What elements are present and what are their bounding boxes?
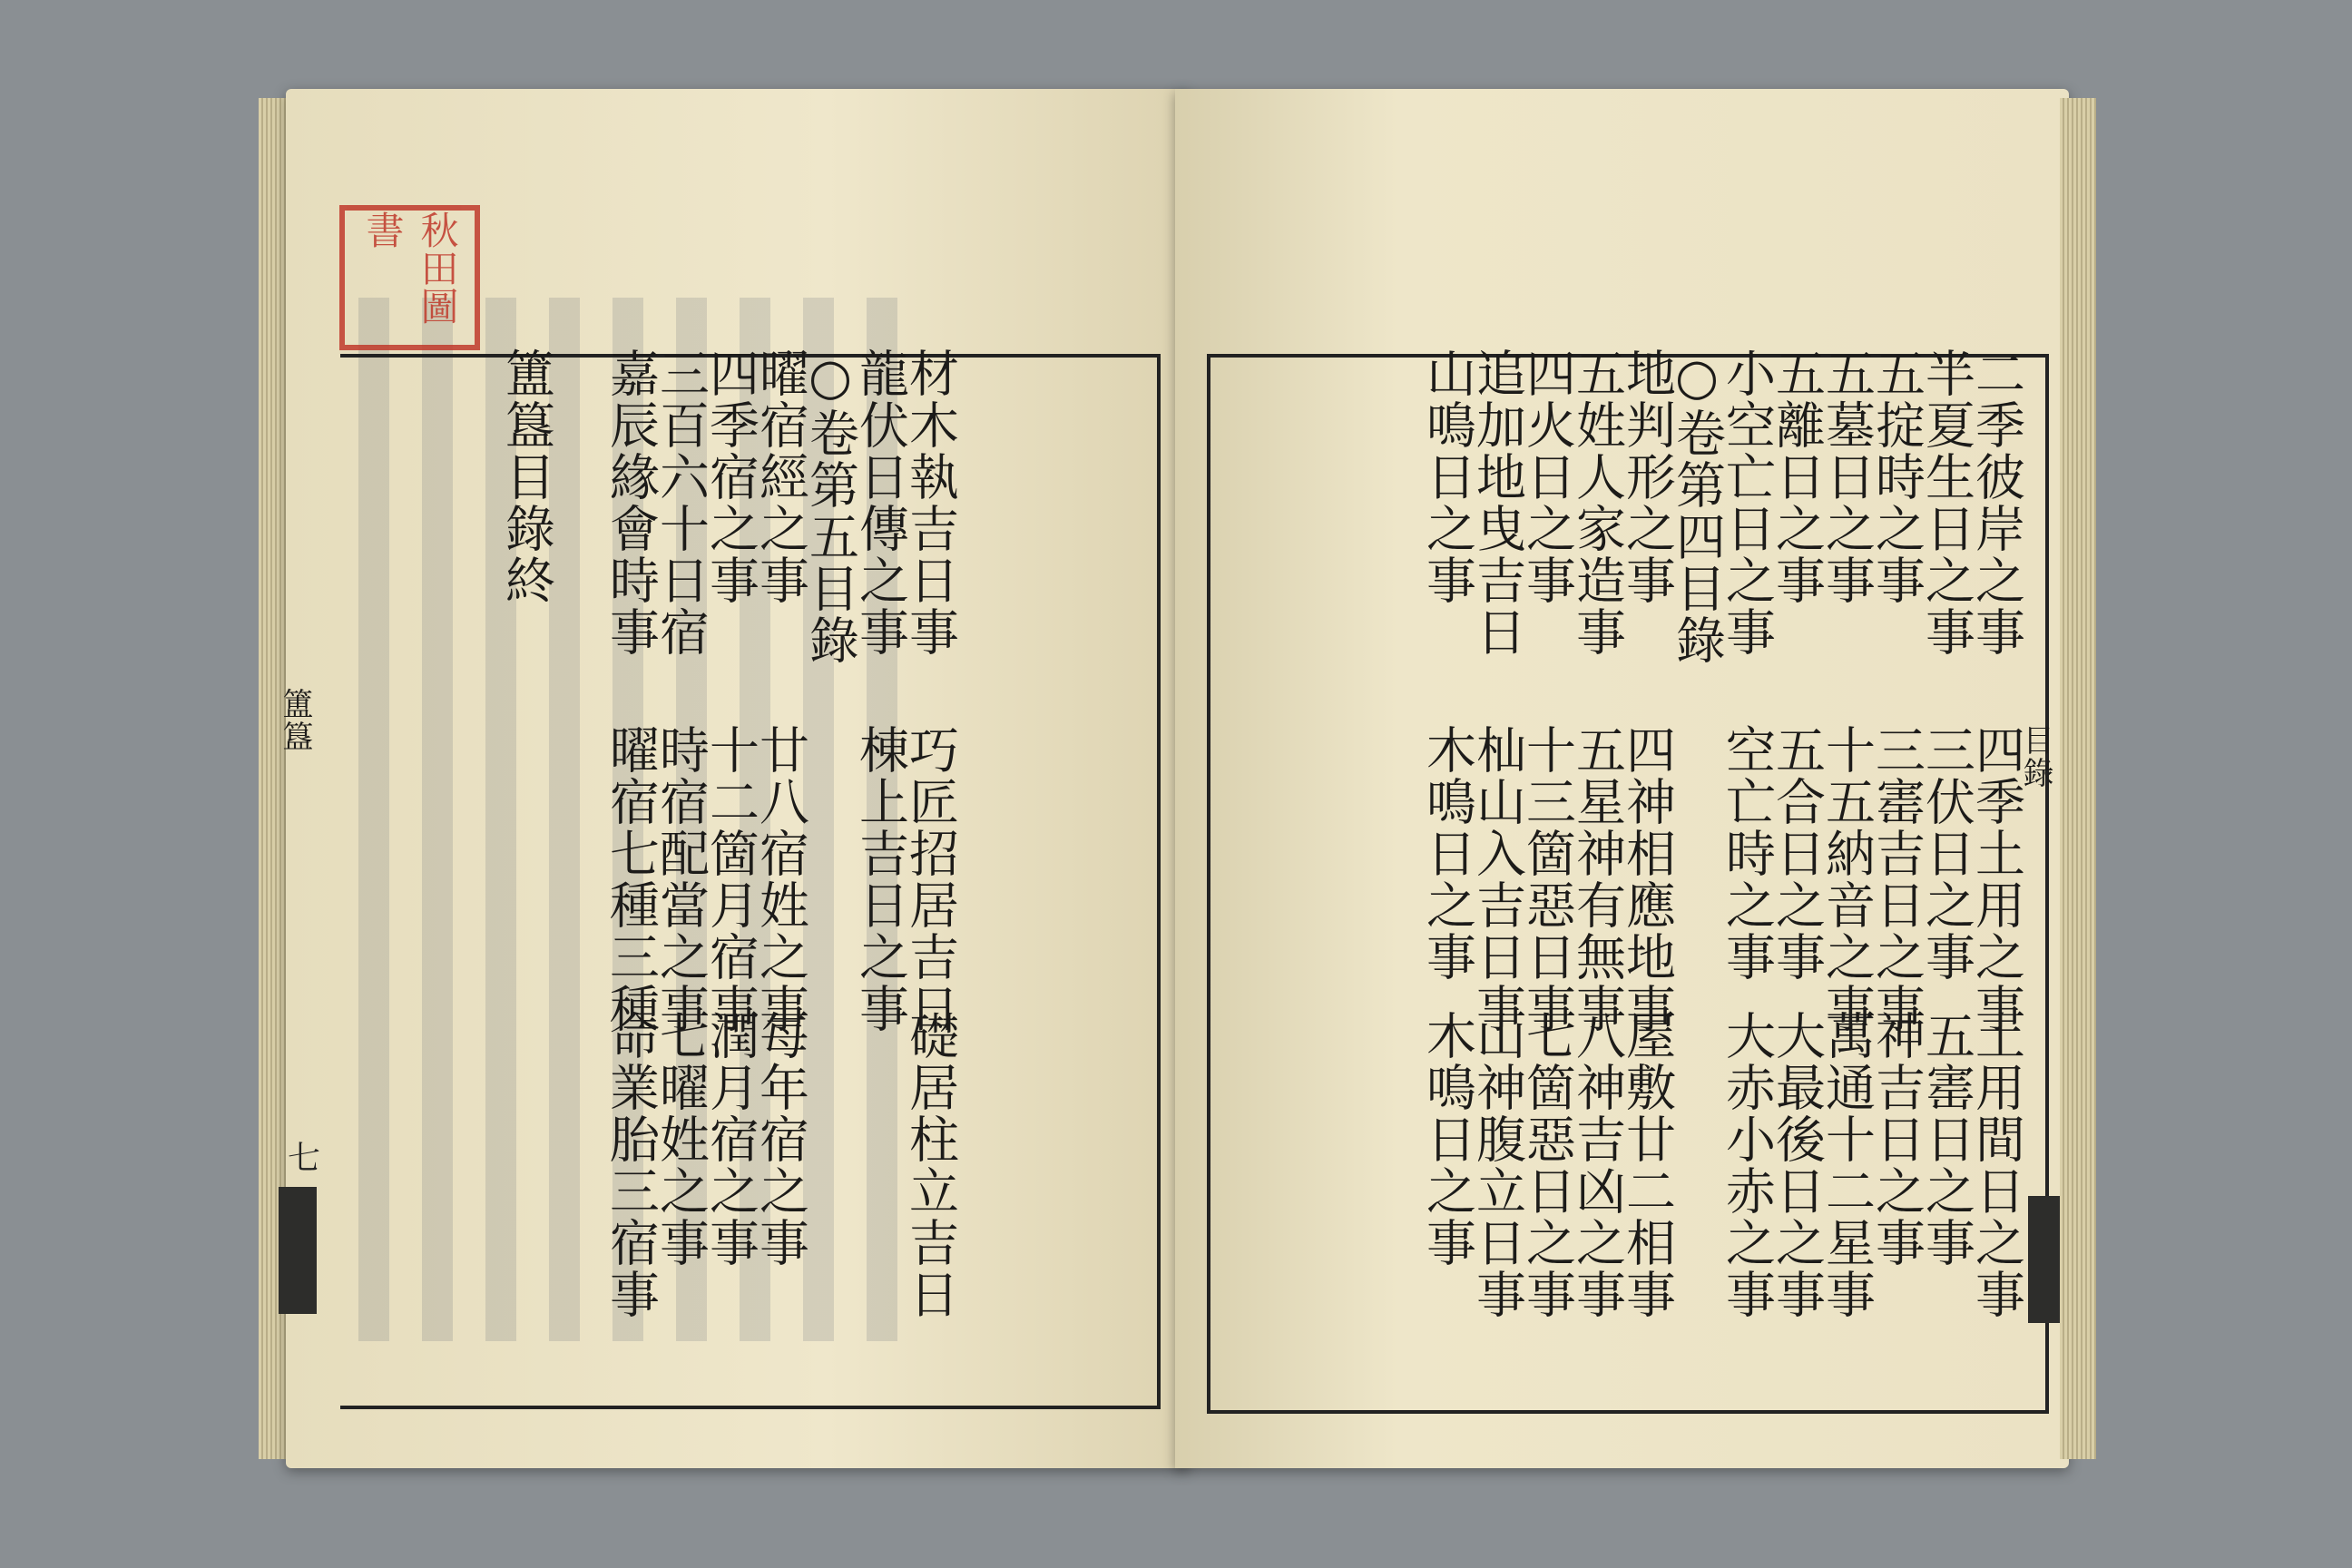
open-book: [259, 89, 2096, 1486]
text-column-4-bottom: 每年宿之事: [751, 1010, 809, 1269]
text-column-4-top: 曜宿經之事: [751, 348, 809, 606]
text-column-6-mid: 空亡時之事: [1718, 724, 1776, 983]
text-column-11-top: 追加地曳吉日: [1468, 348, 1526, 658]
text-column-5-top: 五離日之事: [1768, 348, 1826, 606]
text-column-1-mid: 四季土用之事: [1967, 724, 2025, 1034]
text-column-7-top: ○卷第四目錄: [1668, 348, 1726, 666]
text-column-10-bottom: 七箇惡日之事: [1518, 1010, 1576, 1320]
text-column-9-top: 簠簋目錄終: [497, 348, 555, 606]
page-number: 七: [288, 1140, 321, 1177]
text-column-12-mid: 木鳴日之事: [1418, 724, 1476, 983]
text-column-9-bottom: 八神吉凶之事: [1568, 1010, 1626, 1320]
text-column-4-top: 五墓日之事: [1818, 348, 1876, 606]
text-column-7-bottom: 命業胎三宿事: [602, 1010, 660, 1320]
text-column-6-bottom: 七曜姓之事: [652, 1010, 710, 1269]
text-column-3-mid: 三寚吉日之事: [1867, 724, 1926, 1034]
right-page: [1175, 89, 2069, 1468]
text-column-8-mid: 四神相應地事: [1618, 724, 1676, 1034]
text-column-1-top: 材木執吉日事: [901, 348, 959, 658]
text-column-2-bottom: 五寚日之事: [1917, 1010, 1975, 1269]
text-column-12-bottom: 木鳴日之事: [1418, 1010, 1476, 1269]
thumb-tab-right: [2028, 1196, 2064, 1323]
text-column-7-mid: 曜宿七種三種: [602, 724, 660, 1034]
text-column-6-mid: 時宿配當之事: [652, 724, 710, 1034]
text-column-4-bottom: 萬通十二星事: [1818, 1010, 1876, 1320]
text-column-11-mid: 杣山入吉日事: [1468, 724, 1526, 1034]
text-column-2-top: 半夏生日之事: [1917, 348, 1975, 658]
text-column-9-mid: 五星神有無事: [1568, 724, 1626, 1034]
library-seal: 秋田圖書: [339, 205, 480, 350]
text-column-3-bottom: 神吉日之事: [1867, 1010, 1926, 1269]
text-column-3-top: ○卷第五目錄: [801, 348, 859, 666]
text-column-4-mid: 十五納音之事: [1818, 724, 1876, 1034]
text-column-4-mid: 廿八宿姓之事: [751, 724, 809, 1034]
edge-label-left: 簠簋: [277, 688, 313, 753]
text-column-6-top: 小空亡日之事: [1718, 348, 1776, 658]
text-column-9-top: 五姓人家造事: [1568, 348, 1626, 658]
text-column-1-mid: 巧匠招居吉日: [901, 724, 959, 1034]
text-column-6-top: 三百六十日宿: [652, 348, 710, 658]
text-column-10-mid: 十三箇惡日事: [1518, 724, 1576, 1034]
text-column-5-bottom: 潤月宿之事: [701, 1010, 760, 1269]
text-column-8-top: 地判形之事: [1618, 348, 1676, 606]
text-column-3-top: 五掟時之事: [1867, 348, 1926, 606]
text-column-2-top: 龍伏日傳之事: [851, 348, 909, 658]
text-column-12-top: 山鳴日之事: [1418, 348, 1476, 606]
text-column-1-bottom: 礎居柱立吉日: [901, 1010, 959, 1320]
text-column-5-bottom: 大最後日之事: [1768, 1010, 1826, 1320]
text-column-6-bottom: 大赤小赤之事: [1718, 1010, 1776, 1320]
text-column-10-top: 四火日之事: [1518, 348, 1576, 606]
text-column-11-bottom: 山神腹立日事: [1468, 1010, 1526, 1320]
text-column-1-bottom: 土用間日之事: [1967, 1010, 2025, 1320]
left-page: [277, 89, 1189, 1468]
text-column-7-top: 嘉辰緣會時事: [602, 348, 660, 658]
text-column-5-mid: 五合日之事: [1768, 724, 1826, 983]
text-column-8-bottom: 屋敷廿二相事: [1618, 1010, 1676, 1320]
text-column-5-top: 四季宿之事: [701, 348, 760, 606]
text-column-1-top: 二季彼岸之事: [1967, 348, 2025, 658]
page-edge-right: [2060, 98, 2096, 1459]
text-column-5-mid: 十二箇月宿事: [701, 724, 760, 1034]
text-column-2-mid: 棟上吉日之事: [851, 724, 909, 1034]
text-column-2-mid: 三伏日之事: [1917, 724, 1975, 983]
edge-label-right: 目錄: [2017, 724, 2053, 789]
thumb-tab-left: [279, 1187, 317, 1314]
